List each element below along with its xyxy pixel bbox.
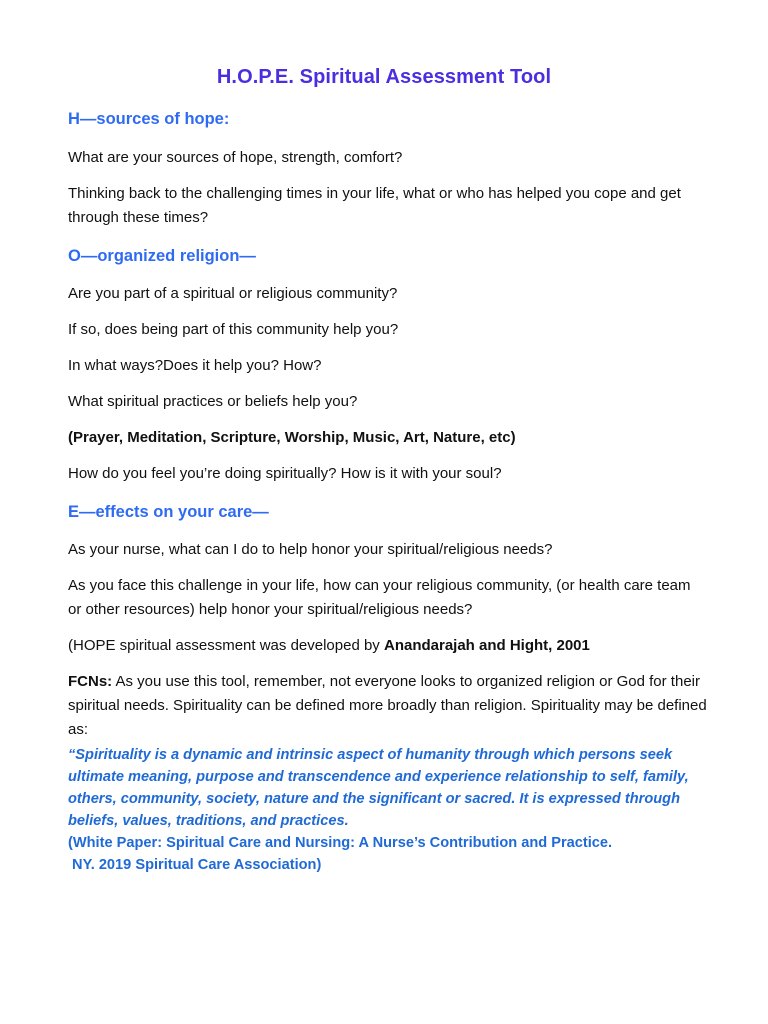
heading-h-hope: H—sources of hope: xyxy=(68,110,230,128)
credit-line xyxy=(68,634,708,658)
credit-authors: Anandarajah and Hight, 2001 xyxy=(383,637,590,654)
citation-line-2: NY. 2019 Spiritual Care Association) xyxy=(68,857,322,873)
religion-question-3: In what ways?Does it help you? How? xyxy=(68,357,322,374)
fcns-text: As you use this tool, remember, not everyone looks to organized religion or God for their spiritual needs. Spirituality can be defined more broadly than religion. Spirituality may be defined as: xyxy=(68,673,707,738)
religion-question-1: Are you part of a spiritual or religious community? xyxy=(68,285,398,302)
hope-question-2: Thinking back to the challenging times in your life, what or who has helped you cope and get through these times? xyxy=(68,185,681,226)
religion-question-2: If so, does being part of this community help you? xyxy=(68,321,399,338)
religion-question-4: What spiritual practices or beliefs help you? xyxy=(68,393,358,410)
fcns-label: FCNs: xyxy=(68,673,113,690)
hope-question-1: What are your sources of hope, strength, comfort? xyxy=(68,149,403,166)
religion-question-5: How do you feel you’re doing spiritually? How is it with your soul? xyxy=(68,465,502,482)
practice-examples: (Prayer, Meditation, Scripture, Worship, Music, Art, Nature, etc) xyxy=(68,429,516,446)
fcns-paragraph xyxy=(68,670,708,742)
care-question-1: As your nurse, what can I do to help honor your spiritual/religious needs? xyxy=(68,541,553,558)
credit-prefix: (HOPE spiritual assessment was developed by xyxy=(68,637,384,654)
document-body xyxy=(68,108,708,876)
citation-line-1: (White Paper: Spiritual Care and Nursing: A Nurse’s Contribution and Practice. xyxy=(68,835,613,851)
document-title: H.O.P.E. Spiritual Assessment Tool xyxy=(216,66,552,88)
care-question-2: As you face this challenge in your life, how can your religious community, (or health care team or other resources) help honor your spiritual/religious needs? xyxy=(68,577,691,618)
heading-e-effects: E—effects on your care— xyxy=(68,503,269,521)
heading-o-religion: O—organized religion— xyxy=(68,247,256,265)
spirituality-definition-quote: “Spirituality is a dynamic and intrinsic aspect of humanity through which persons seek ultimate meaning, purpose and transcendence and experience relationship to self, family, others, community, society, nature and the significant or sacred. It is expressed through beliefs, values, traditions, and practices. xyxy=(68,747,689,829)
